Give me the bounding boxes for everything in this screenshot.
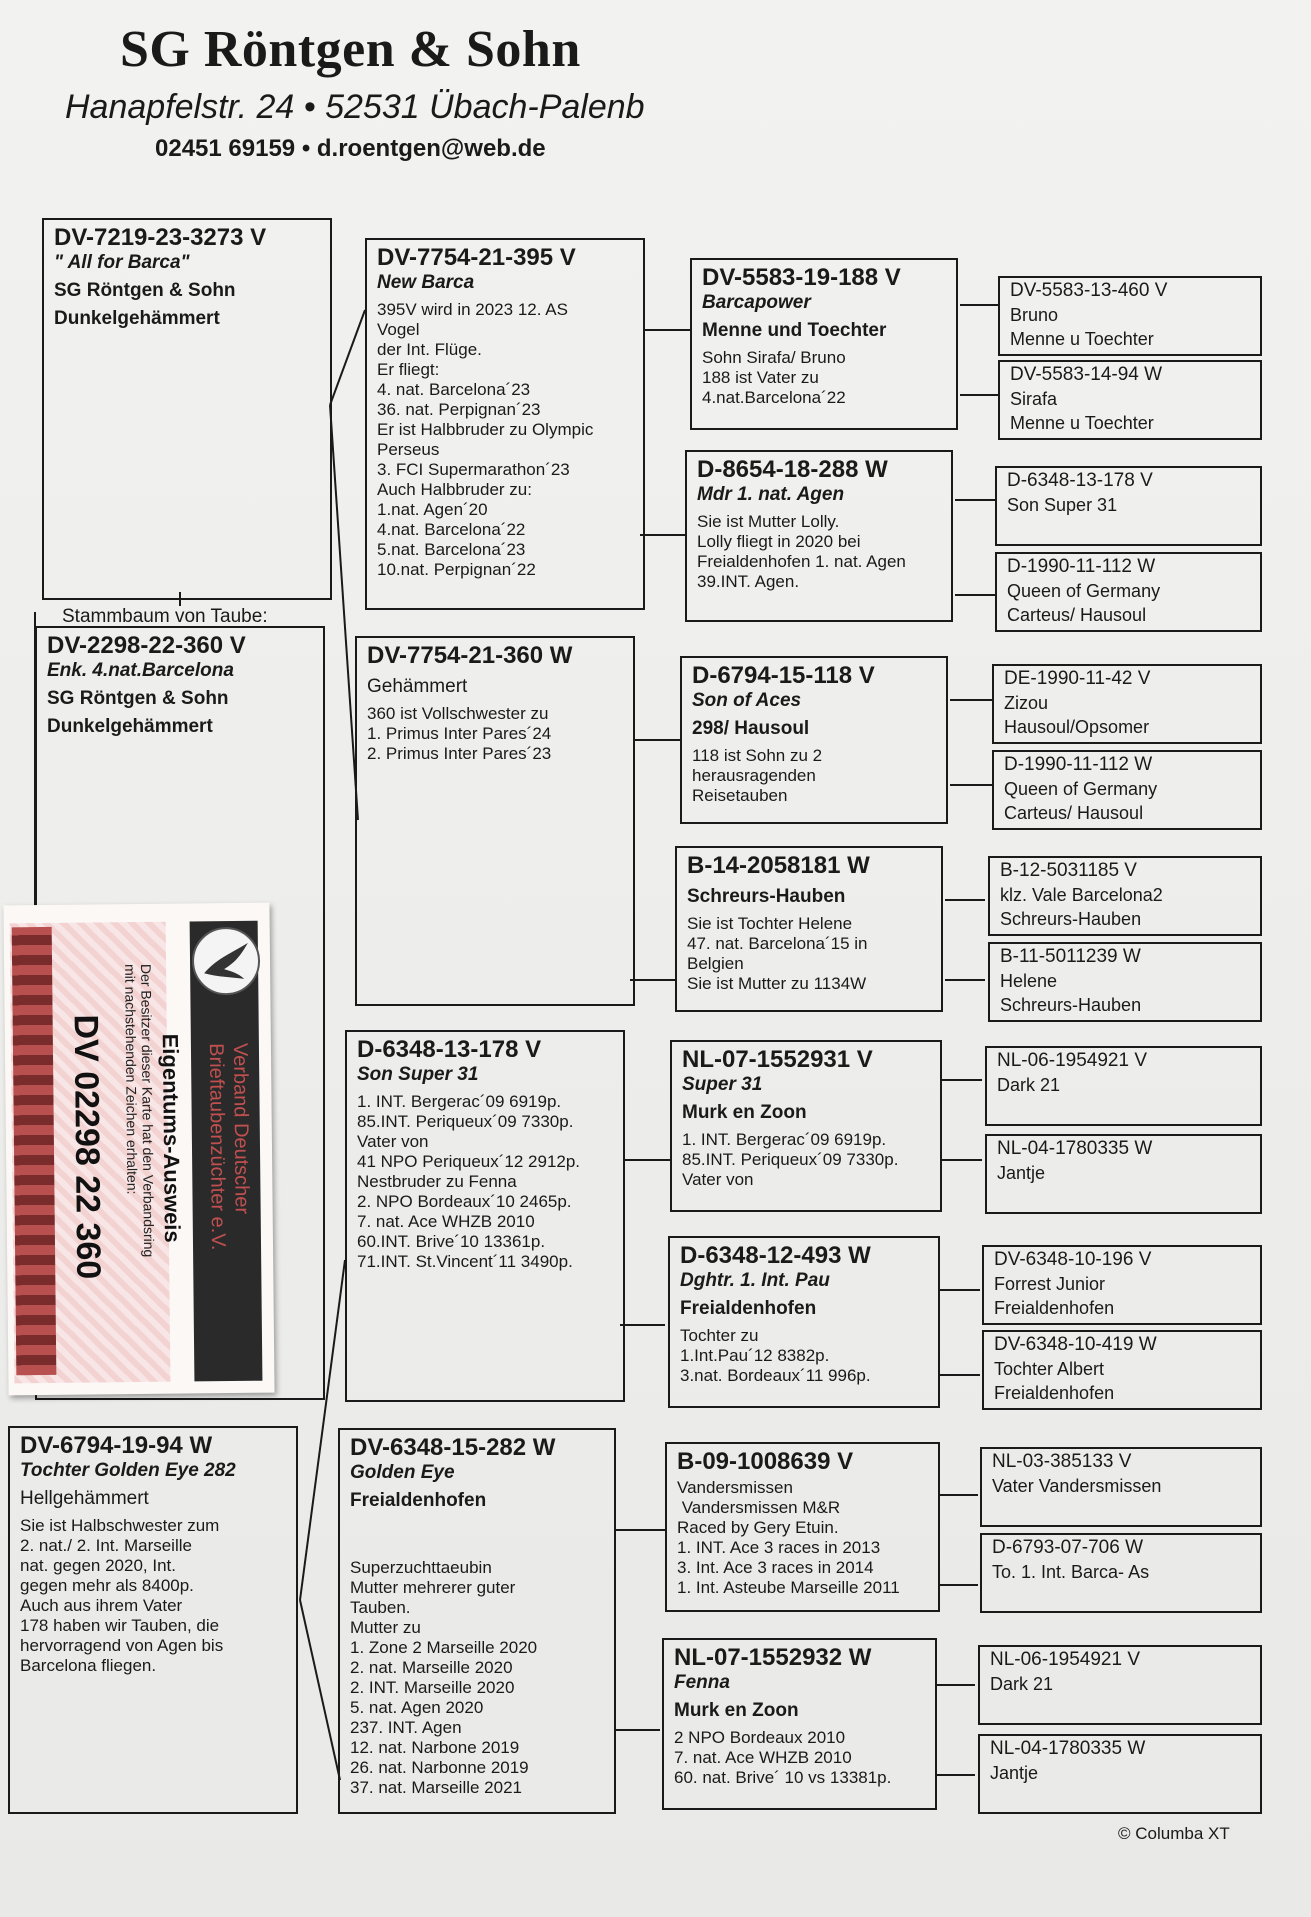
gg-l3: Schreurs-Hauben: [1000, 995, 1142, 1015]
dds-ring: B-09-1008639 V: [677, 1448, 854, 1475]
sdd-info: Sie ist Tochter Helene 47. nat. Barcelona´15 in Belgien Sie ist Mutter zu 1134W: [687, 914, 868, 993]
great-grandparent-box: [988, 942, 1262, 1022]
sss-ring: DV-5583-19-188 V: [702, 264, 901, 291]
great-grandparent-box: [985, 1134, 1262, 1214]
sire-box: [42, 218, 332, 600]
dss-box: [670, 1040, 942, 1212]
dss-breeder: Murk en Zoon: [682, 1102, 807, 1123]
ss-ring: DV-7754-21-395 V: [377, 244, 576, 271]
dd-info: Superzuchttaeubin Mutter mehrerer guter Tauben. Mutter zu 1. Zone 2 Marseille 2020 2. nat. Marseille 2020 2. INT. Marseille 2020 5. nat. Agen 2020 237. INT. Agen 12. nat. Narbone 2019 26. nat. Narbonne 2019 37. nat. Marseille 2021: [350, 1558, 538, 1797]
subject-color: Dunkelgehämmert: [47, 716, 213, 737]
dd-ring: DV-6348-15-282 W: [350, 1434, 556, 1461]
gg-l2: Queen of Germany: [1004, 779, 1158, 799]
breeder-title: SG Röntgen & Sohn: [120, 21, 581, 78]
subject-name: Enk. 4.nat.Barcelona: [47, 660, 234, 681]
dss-ring: NL-07-1552931 V: [682, 1046, 873, 1073]
sire-sire-box: [365, 238, 645, 610]
gg-ring: D-6793-07-706 W: [992, 1537, 1144, 1558]
subject-breeder: SG Röntgen & Sohn: [47, 688, 229, 709]
gg-ring: NL-04-1780335 W: [997, 1138, 1153, 1159]
ddd-ring: NL-07-1552932 W: [674, 1644, 872, 1671]
dsd-ring: D-6348-12-493 W: [680, 1242, 871, 1269]
ss-name: New Barca: [377, 272, 475, 293]
gg-ring: DV-5583-14-94 W: [1010, 364, 1163, 385]
pigeon-logo-icon: [192, 927, 261, 996]
gg-ring: D-1990-11-112 W: [1004, 754, 1153, 775]
gg-l3: Freialdenhofen: [994, 1383, 1115, 1403]
sdd-ring: B-14-2058181 W: [687, 852, 870, 879]
gg-l2: Forrest Junior: [994, 1274, 1106, 1294]
great-grandparent-box: [988, 856, 1262, 936]
gg-l2: Queen of Germany: [1007, 581, 1161, 601]
breeder-address: Hanapfelstr. 24 • 52531 Übach-Palenb: [65, 88, 645, 126]
card-title: Eigentums-Ausweis: [157, 1033, 185, 1243]
sss-info: Sohn Sirafa/ Bruno 188 ist Vater zu 4.nat.Barcelona´22: [702, 348, 846, 407]
gg-l2: Vater Vandersmissen: [992, 1476, 1162, 1496]
ss-info: 395V wird in 2023 12. AS Vogel der Int. Flüge. Er fliegt: 4. nat. Barcelona´23 36. nat. Perpignan´23 Er ist Halbbruder zu Olympic Perseus 3. FCI Supermarathon´23 Auch Halbbruder zu: 1.nat. Agen´20 4.nat. Barcelona´22 5.nat. Barcelona´23 10.nat. Perpignan´22: [377, 300, 594, 579]
dam-ring: DV-6794-19-94 W: [20, 1432, 213, 1459]
ddd-breeder: Murk en Zoon: [674, 1700, 799, 1721]
great-grandparent-box: [978, 1734, 1262, 1814]
dds-box: [665, 1442, 940, 1612]
gg-l2: Jantje: [997, 1163, 1046, 1183]
ds-info: 1. INT. Bergerac´09 6919p. 85.INT. Periqueux´09 7330p. Vater von 41 NPO Periqueux´12 2912p. Nestbruder zu Fenna 2. NPO Bordeaux´10 2465p. 7. nat. Ace WHZB 2010 60.INT. Brive´10 13361p. 71.INT. St.Vincent´11 3490p.: [357, 1092, 581, 1271]
gg-l2: Zizou: [1004, 693, 1049, 713]
gg-ring: NL-06-1954921 V: [990, 1649, 1140, 1670]
gg-l2: Dark 21: [990, 1674, 1054, 1694]
sd-color: Gehämmert: [367, 676, 468, 697]
great-grandparent-box: [985, 1046, 1262, 1126]
gg-l2: To. 1. Int. Barca- As: [992, 1562, 1150, 1582]
gg-ring: DV-6348-10-419 W: [994, 1334, 1157, 1355]
gg-l3: Hausoul/Opsomer: [1004, 717, 1150, 737]
dsd-name: Dghtr. 1. Int. Pau: [680, 1270, 830, 1291]
sire-ring: DV-7219-23-3273 V: [54, 224, 267, 251]
gg-ring: NL-04-1780335 W: [990, 1738, 1146, 1759]
gg-ring: D-6348-13-178 V: [1007, 470, 1153, 491]
gg-l3: Menne u Toechter: [1010, 413, 1154, 433]
gg-l2: Dark 21: [997, 1075, 1061, 1095]
dam-name: Tochter Golden Eye 282: [20, 1460, 236, 1481]
ds-name: Son Super 31: [357, 1064, 479, 1085]
great-grandparent-box: [998, 276, 1262, 356]
ownership-card: [3, 903, 274, 1396]
great-grandparent-box: [995, 466, 1262, 546]
pedigree-legend: Stammbaum von Taube:: [58, 606, 272, 628]
gg-l2: Jantje: [990, 1763, 1039, 1783]
gg-ring: NL-06-1954921 V: [997, 1050, 1147, 1071]
sds-breeder: 298/ Hausoul: [692, 718, 810, 739]
sire-dam-box: [355, 636, 635, 1006]
sds-ring: D-6794-15-118 V: [692, 662, 875, 689]
sds-info: 118 ist Sohn zu 2 herausragenden Reisetauben: [692, 746, 823, 805]
gg-l2: Tochter Albert: [994, 1359, 1105, 1379]
card-band: [12, 927, 57, 1375]
sdd-breeder: Schreurs-Hauben: [687, 886, 846, 907]
ssd-ring: D-8654-18-288 W: [697, 456, 888, 483]
ddd-info: 2 NPO Bordeaux 2010 7. nat. Ace WHZB 2010 60. nat. Brive´ 10 vs 13381p.: [674, 1728, 892, 1787]
dam-dam-box: [338, 1428, 616, 1814]
sds-box: [680, 656, 948, 824]
gg-ring: DV-5583-13-460 V: [1010, 280, 1168, 301]
sdd-box: [675, 846, 943, 1012]
sire-breeder: SG Röntgen & Sohn: [54, 280, 236, 301]
gg-ring: DV-6348-10-196 V: [994, 1249, 1152, 1270]
ddd-box: [662, 1638, 937, 1810]
gg-l2: klz. Vale Barcelona2: [1000, 885, 1163, 905]
gg-l3: Freialdenhofen: [994, 1298, 1115, 1318]
sire-name: " All for Barca": [54, 252, 190, 273]
card-description: Der Besitzer dieser Karte hat den Verbandsring: [138, 963, 158, 1258]
card-description-2: mit nachstehenden Zeichen erhalten:: [122, 963, 141, 1195]
card-ring-number: DV 02298 22 360: [66, 1014, 108, 1280]
gg-l3: Carteus/ Hausoul: [1007, 605, 1147, 625]
dsd-info: Tochter zu 1.Int.Pau´12 8382p. 3.nat. Bordeaux´11 996p.: [680, 1326, 871, 1385]
dds-info: Vandersmissen Vandersmissen M&R Raced by Gery Etuin. 1. INT. Ace 3 races in 2013 3. Int. Ace 3 races in 2014 1. Int. Asteube Marseille 2011: [677, 1478, 900, 1597]
great-grandparent-box: [982, 1245, 1262, 1325]
gg-ring: D-1990-11-112 W: [1007, 556, 1156, 577]
gg-l3: Carteus/ Hausoul: [1004, 803, 1144, 823]
dam-color: Hellgehämmert: [20, 1488, 149, 1509]
great-grandparent-box: [980, 1447, 1262, 1527]
breeder-contact: 02451 69159 • d.roentgen@web.de: [155, 135, 546, 162]
subject-ring: DV-2298-22-360 V: [47, 632, 246, 659]
sss-box: [690, 258, 958, 430]
dss-name: Super 31: [682, 1074, 763, 1095]
gg-l2: Sirafa: [1010, 389, 1058, 409]
great-grandparent-box: [980, 1533, 1262, 1613]
dsd-breeder: Freialdenhofen: [680, 1298, 817, 1319]
gg-l3: Schreurs-Hauben: [1000, 909, 1142, 929]
card-association-2: Brieftaubenzüchter e.V.: [204, 1043, 230, 1251]
dd-name: Golden Eye: [350, 1462, 455, 1483]
sds-name: Son of Aces: [692, 690, 802, 711]
dam-sire-box: [345, 1030, 625, 1402]
ssd-name: Mdr 1. nat. Agen: [697, 484, 845, 505]
great-grandparent-box: [992, 750, 1262, 830]
gg-ring: DE-1990-11-42 V: [1004, 668, 1151, 689]
gg-l2: Son Super 31: [1007, 495, 1118, 515]
dsd-box: [668, 1236, 940, 1408]
card-association: Verband Deutscher: [228, 1042, 253, 1215]
great-grandparent-box: [995, 552, 1262, 632]
sd-ring: DV-7754-21-360 W: [367, 642, 573, 669]
gg-l2: Helene: [1000, 971, 1058, 991]
ddd-name: Fenna: [674, 1672, 730, 1693]
sd-info: 360 ist Vollschwester zu 1. Primus Inter Pares´24 2. Primus Inter Pares´23: [367, 704, 552, 763]
ssd-info: Sie ist Mutter Lolly. Lolly fliegt in 2020 bei Freialdenhofen 1. nat. Agen 39.INT. Agen.: [697, 512, 906, 591]
sire-color: Dunkelgehämmert: [54, 308, 220, 329]
dd-breeder: Freialdenhofen: [350, 1490, 487, 1511]
dam-info: Sie ist Halbschwester zum 2. nat./ 2. Int. Marseille nat. gegen 2020, Int. gegen mehr als 8400p. Auch aus ihrem Vater 178 haben wir Tauben, die hervorragend von Agen bis Barcelona fliegen.: [20, 1516, 224, 1675]
ds-ring: D-6348-13-178 V: [357, 1036, 542, 1063]
great-grandparent-box: [998, 360, 1262, 440]
great-grandparent-box: [978, 1645, 1262, 1725]
great-grandparent-box: [982, 1330, 1262, 1410]
dss-info: 1. INT. Bergerac´09 6919p. 85.INT. Periqueux´09 7330p. Vater von: [682, 1130, 899, 1189]
sss-name: Barcapower: [702, 292, 811, 313]
gg-l2: Bruno: [1010, 305, 1059, 325]
gg-ring: NL-03-385133 V: [992, 1451, 1132, 1472]
copyright-note: © Columba XT: [1118, 1824, 1230, 1843]
ssd-box: [685, 450, 953, 622]
dam-box: [8, 1426, 298, 1814]
sss-breeder: Menne und Toechter: [702, 320, 887, 341]
gg-ring: B-12-5031185 V: [1000, 860, 1137, 881]
gg-l3: Menne u Toechter: [1010, 329, 1154, 349]
great-grandparent-box: [992, 664, 1262, 744]
gg-ring: B-11-5011239 W: [1000, 946, 1141, 967]
